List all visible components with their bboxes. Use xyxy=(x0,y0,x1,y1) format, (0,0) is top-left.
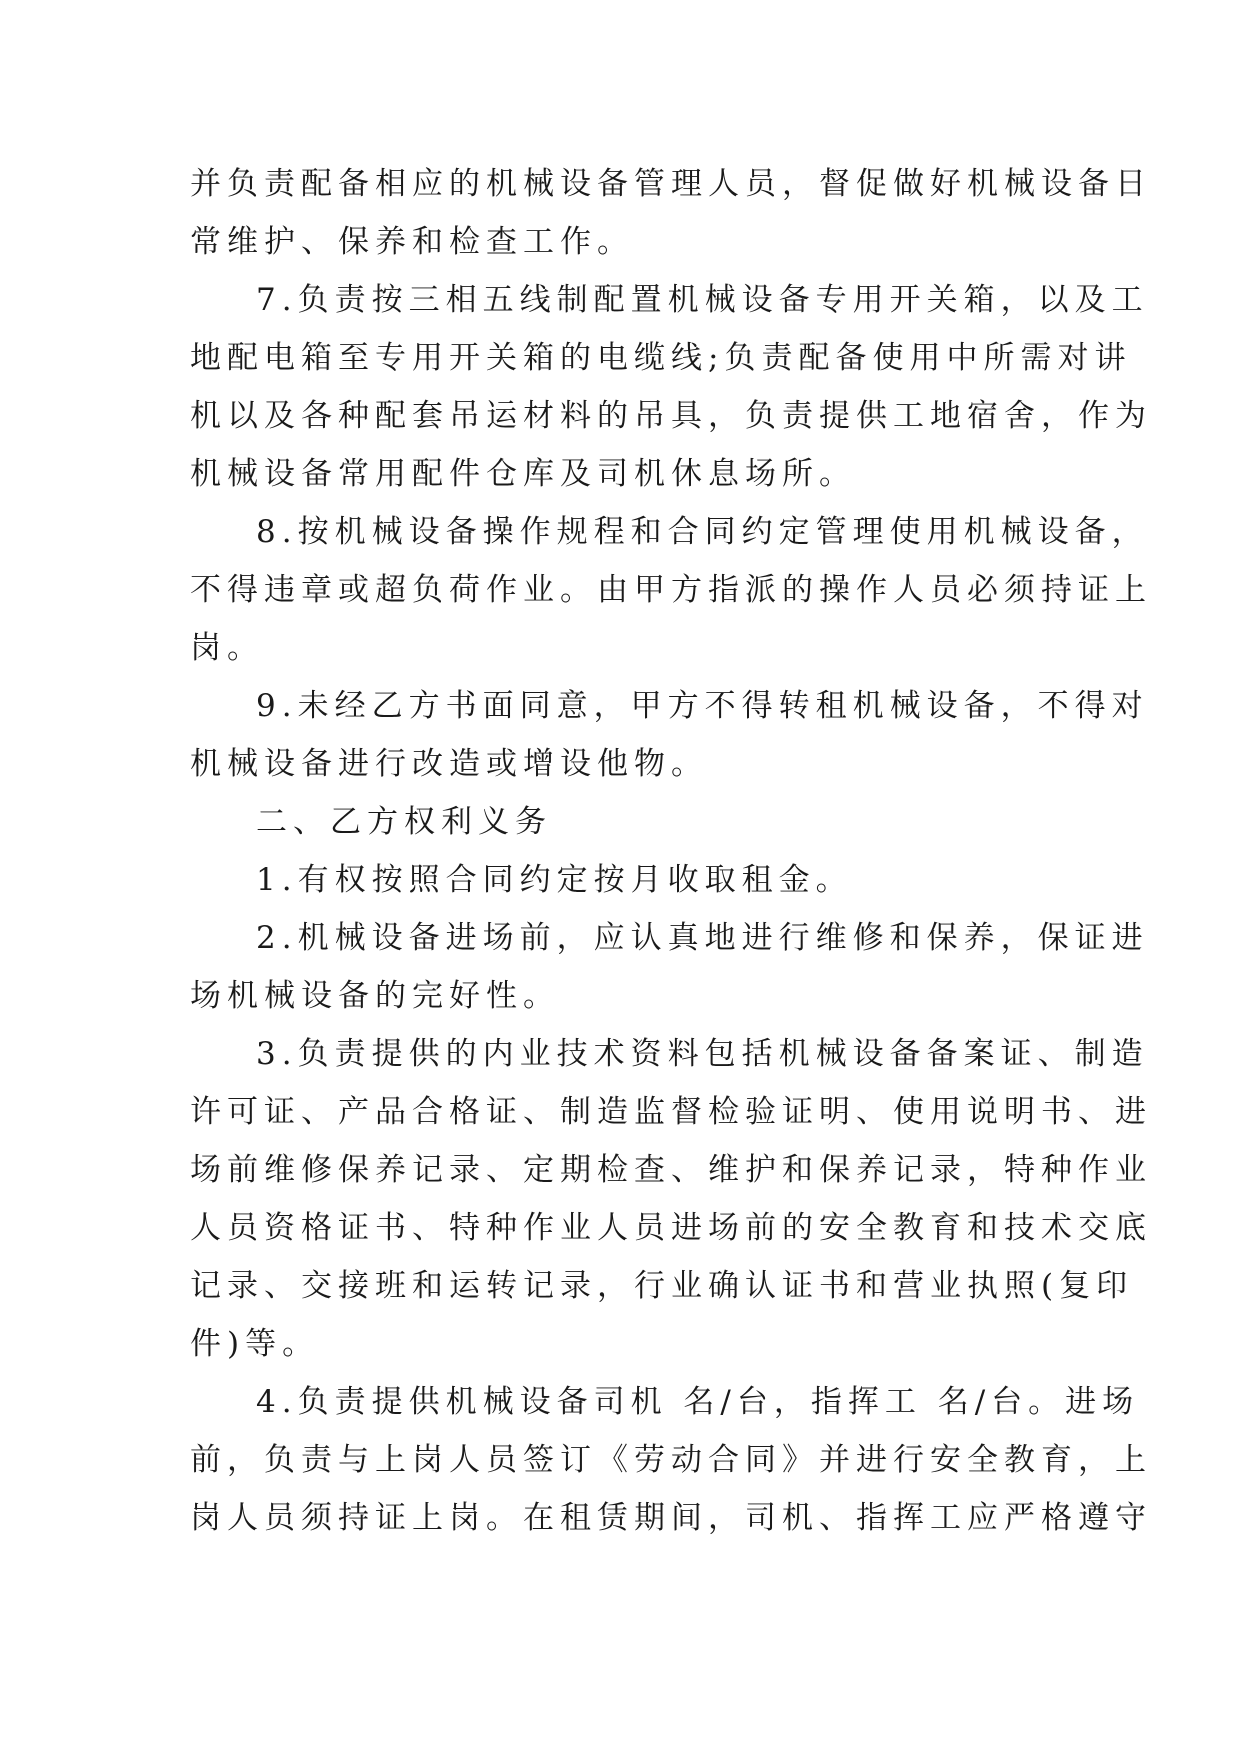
text-line: 场前维修保养记录、定期检查、维护和保养记录，特种作业 xyxy=(190,1152,1152,1188)
section-heading: 二、乙方权利义务 xyxy=(256,804,552,840)
text-line: 机械设备进行改造或增设他物。 xyxy=(190,746,708,782)
text-line: 件)等。 xyxy=(190,1326,320,1362)
text-line: 许可证、产品合格证、制造监督检验证明、使用说明书、进 xyxy=(190,1094,1152,1130)
text-line: 7.负责按三相五线制配置机械设备专用开关箱，以及工 xyxy=(256,282,1149,318)
text-line: 9.未经乙方书面同意，甲方不得转租机械设备，不得对 xyxy=(256,688,1149,724)
text-line: 4.负责提供机械设备司机 名/台，指挥工 名/台。进场 xyxy=(256,1384,1140,1420)
text-line: 地配电箱至专用开关箱的电缆线;负责配备使用中所需对讲 xyxy=(190,340,1132,376)
document-body xyxy=(190,155,1152,1547)
text-line: 3.负责提供的内业技术资料包括机械设备备案证、制造 xyxy=(256,1036,1149,1072)
text-line: 前，负责与上岗人员签订《劳动合同》并进行安全教育，上 xyxy=(190,1442,1152,1478)
text-line: 岗。 xyxy=(190,630,264,666)
text-line: 岗人员须持证上岗。在租赁期间，司机、指挥工应严格遵守 xyxy=(190,1500,1152,1536)
text-line: 场机械设备的完好性。 xyxy=(190,978,560,1014)
text-line: 1.有权按照合同约定按月收取租金。 xyxy=(256,862,853,898)
text-line: 机械设备常用配件仓库及司机休息场所。 xyxy=(190,456,856,492)
text-line: 常维护、保养和检查工作。 xyxy=(190,224,634,260)
text-line: 并负责配备相应的机械设备管理人员，督促做好机械设备日 xyxy=(190,166,1152,202)
text-line: 记录、交接班和运转记录，行业确认证书和营业执照(复印 xyxy=(190,1268,1134,1304)
text-line: 2.机械设备进场前，应认真地进行维修和保养，保证进 xyxy=(256,920,1149,956)
text-line: 机以及各种配套吊运材料的吊具，负责提供工地宿舍，作为 xyxy=(190,398,1152,434)
text-line: 人员资格证书、特种作业人员进场前的安全教育和技术交底 xyxy=(190,1210,1152,1246)
text-line: 不得违章或超负荷作业。由甲方指派的操作人员必须持证上 xyxy=(190,572,1152,608)
text-line: 8.按机械设备操作规程和合同约定管理使用机械设备， xyxy=(256,514,1149,550)
